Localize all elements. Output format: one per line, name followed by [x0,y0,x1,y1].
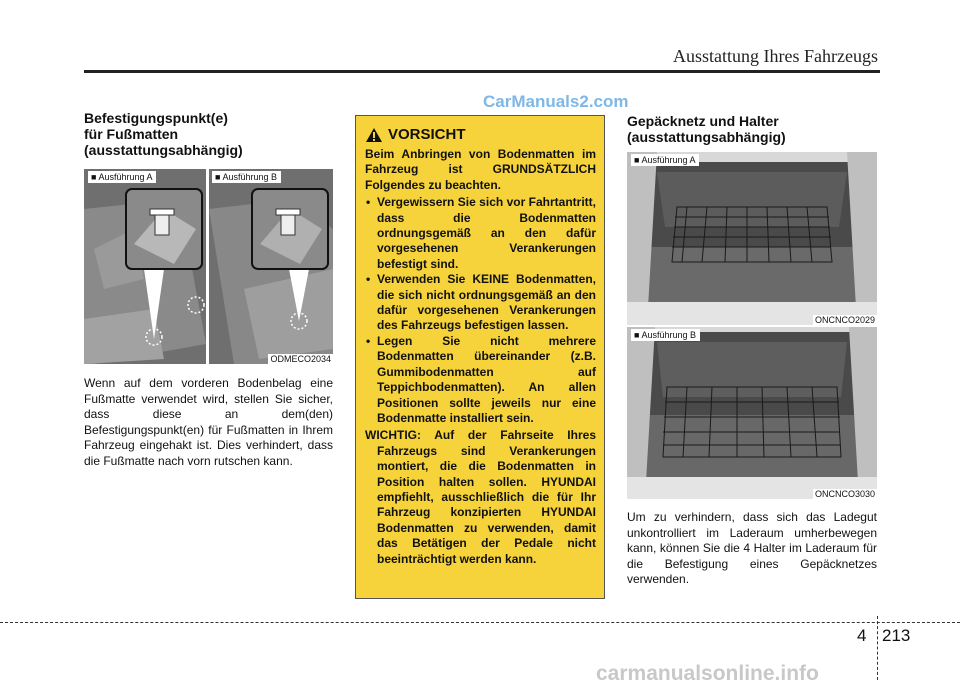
luggage-net-heading [627,113,786,145]
chapter-number: 4 [857,626,867,645]
floor-mat-label-b: ■ Ausführung B [212,171,281,183]
floor-mat-illustration [84,169,333,364]
floor-mat-image-code: ODMECO2034 [270,354,331,364]
floor-mat-heading [84,110,243,158]
floor-mat-label-a: ■ Ausführung A [88,171,156,183]
page-number: 213 [882,626,911,645]
floor-mat-image [84,169,333,364]
luggage-net-heading-line2: (ausstattungsabhängig) [627,129,786,145]
luggage-net-image-b [627,327,877,499]
page-number-divider [877,616,878,680]
running-header-title: Ausstattung Ihres Fahrzeugs [673,46,878,66]
luggage-net-paragraph: Um zu verhindern, dass sich das Ladegut unkontrolliert im Laderaum umherbewegen kann, können Sie die 4 Halter im Laderaum für die Befestigung eines Gepäcknetzes verwenden. [627,510,877,586]
footer-dashed-rule [0,622,960,623]
floor-mat-heading-line1: Befestigungspunkt(e) [84,110,228,126]
luggage-net-code-a: ONCNCO2029 [814,315,875,325]
cargo-net-illustration-a [627,152,877,325]
warning-box [355,115,605,599]
warning-bullet-3: • Legen Sie nicht mehrere Bodenmatten übereinander (z.B. Gummibodenmatten auf Teppichbodenmatten). An allen Positionen sollte jeweils nur eine Bodenmatte installiert sein. [366,333,596,425]
warning-intro: Beim Anbringen von Bodenmatten im Fahrzeug ist GRUNDSÄTZLICH Folgendes zu beachten. [365,147,596,192]
luggage-net-heading-line1: Gepäcknetz und Halter [627,113,779,129]
warning-title-row [365,126,596,143]
floor-mat-paragraph: Wenn auf dem vorderen Bodenbelag eine Fußmatte verwendet wird, stellen Sie sicher, dass diese an dem(den) Befestigungspunkt(en) für Fußmatten in Ihrem Fahrzeug eingehakt ist. Dies verhindert, dass die Fußmatte nach vorn rutschen kann. [84,376,333,468]
header-rule [84,70,880,73]
luggage-net-label-a: ■ Ausführung A [631,154,699,166]
luggage-net-label-b: ■ Ausführung B [631,329,700,341]
warning-wichtig: WICHTIG: Auf der Fahrseite Ihres Fahrzeugs sind Verankerungen montiert, die die Bodenmatten in Position halten sollen. HYUNDAI empfiehlt, ausschließlich die für Ihr Fahrzeug konzipierten HYUNDAI Bodenmatten zu verwenden, damit das Betätigen der Pedale nicht beeinträchtigt werden kann. [365,428,596,566]
luggage-net-image-a [627,152,877,325]
floor-mat-heading-line3: (ausstattungsabhängig) [84,142,243,158]
warning-bullet-list [365,195,596,426]
cargo-net-illustration-b [627,327,877,499]
warning-triangle-icon [365,127,383,143]
watermark-bottom[interactable]: carmanualsonline.info [596,662,819,685]
warning-title: VORSICHT [388,126,466,143]
luggage-net-code-b: ONCNCO3030 [814,489,875,499]
floor-mat-heading-line2: für Fußmatten [84,126,179,142]
warning-bullet-1: • Vergewissern Sie sich vor Fahrtantritt, dass die Bodenmatten ordnungsgemäß an den dafür vorgesehenen Verankerungen befestigt sind. [366,195,596,271]
watermark-top[interactable]: CarManuals2.com [483,92,629,111]
warning-bullet-2: • Verwenden Sie KEINE Bodenmatten, die sich nicht ordnungsgemäß an den dafür vorgesehenen Verankerungen des Fahrzeugs befestigen lassen. [366,272,596,333]
